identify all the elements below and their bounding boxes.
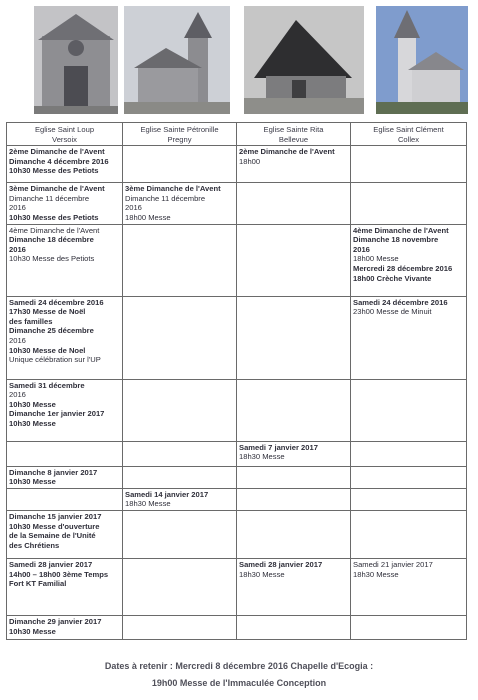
schedule-entry-line: 3ème Dimanche de l'Avent [125, 184, 221, 194]
schedule-cell [123, 296, 237, 379]
schedule-entry-line: 2016 [9, 390, 26, 400]
schedule-entry-line: Samedi 7 janvier 2017 [239, 442, 318, 452]
schedule-entry-line: Dimanche 1er janvier 2017 [9, 409, 105, 419]
schedule-entry-line: 10h30 Messe [9, 626, 56, 636]
schedule-cell [7, 558, 123, 615]
schedule-entry-line: 18h30 Messe [239, 569, 285, 579]
schedule-entry-line: Dimanche 8 janvier 2017 [9, 467, 98, 477]
table-row [7, 488, 467, 510]
schedule-entry-line: des familles [9, 316, 53, 326]
schedule-cell [237, 146, 351, 183]
schedule-cell [237, 510, 351, 558]
schedule-cell [123, 466, 237, 488]
schedule-entry-line: 18h00 [239, 156, 261, 166]
column-header-sainte-rita [237, 123, 351, 146]
schedule-cell [7, 441, 123, 466]
church-location: Collex [397, 134, 420, 144]
schedule-entry-line: 18h00 Crèche Vivante [353, 273, 432, 283]
table-row [7, 146, 467, 183]
schedule-entry-line: Samedi 28 janvier 2017 [9, 559, 93, 569]
schedule-entry-line: Dimanche 4 décembre 2016 [9, 156, 109, 166]
table-row [7, 558, 467, 615]
church-name: Eglise Saint Loup [34, 125, 95, 134]
column-header-saint-clement [351, 123, 467, 146]
table-row [7, 441, 467, 466]
schedule-entry-line: Dimanche 18 décembre [9, 235, 94, 245]
schedule-entry-line: 3ème Dimanche de l'Avent [9, 184, 105, 194]
schedule-cell [123, 183, 237, 224]
schedule-entry-line: 10h30 Messe [9, 477, 56, 487]
schedule-entry-line: Samedi 24 décembre 2016 [9, 297, 104, 307]
church-facade-icon [34, 6, 118, 114]
schedule-cell [7, 510, 123, 558]
schedule-entry-line: 18h30 Messe [239, 452, 285, 462]
church-name: Eglise Saint Clément [373, 125, 444, 134]
schedule-cell [123, 146, 237, 183]
table-row [7, 296, 467, 379]
schedule-entry-line: 2016 [125, 203, 142, 213]
schedule-cell [351, 488, 467, 510]
schedule-cell [7, 615, 123, 639]
schedule-cell [123, 510, 237, 558]
schedule-cell [237, 441, 351, 466]
column-header-sainte-petronille [123, 123, 237, 146]
table-header-row [7, 123, 467, 146]
schedule-cell [123, 615, 237, 639]
church-tower-icon [124, 6, 230, 114]
schedule-entry-line: 14h00 – 18h00 3ème Temps [9, 569, 109, 579]
schedule-cell [351, 466, 467, 488]
schedule-entry-line: 10h30 Messe des Petiots [9, 166, 99, 176]
schedule-cell [237, 466, 351, 488]
schedule-entry-line: des Chrétiens [9, 540, 60, 550]
schedule-cell [237, 488, 351, 510]
schedule-entry-line: Dimanche 15 janvier 2017 [9, 511, 102, 521]
schedule-cell [351, 441, 467, 466]
schedule-entry-line: 18h30 Messe [353, 569, 399, 579]
footer-note-line-2: 19h00 Messe de l'Immaculée Conception [151, 678, 327, 688]
schedule-entry-line: 4ème Dimanche de l'Avent [353, 225, 449, 235]
schedule-entry-line: Dimanche 29 janvier 2017 [9, 616, 102, 626]
schedule-entry-line: Samedi 14 janvier 2017 [125, 489, 209, 499]
schedule-cell [123, 441, 237, 466]
schedule-cell [7, 466, 123, 488]
schedule-cell [7, 183, 123, 224]
schedule-entry-line: Dimanche 18 novembre [353, 235, 439, 245]
schedule-entry-line: 2ème Dimanche de l'Avent [9, 147, 105, 157]
church-location: Pregny [167, 134, 192, 144]
church-name: Eglise Sainte Rita [263, 125, 324, 134]
schedule-entry-line: Fort KT Familial [9, 579, 67, 589]
church-steeple-icon [376, 6, 468, 114]
schedule-entry-line: Samedi 28 janvier 2017 [239, 559, 323, 569]
schedule-entry-line: Dimanche 25 décembre [9, 326, 94, 336]
schedule-cell [7, 379, 123, 441]
schedule-cell [237, 183, 351, 224]
chapel-roof-icon [244, 6, 364, 114]
table-row [7, 510, 467, 558]
church-photos-strip [0, 0, 478, 118]
schedule-entry-line: 4ème Dimanche de l'Avent [9, 225, 100, 235]
church-photo-sainte-petronille [124, 6, 230, 114]
schedule-entry-line: 18h30 Messe [125, 499, 171, 509]
column-header-saint-loup [7, 123, 123, 146]
schedule-body [7, 146, 467, 640]
schedule-cell [237, 296, 351, 379]
schedule-cell [7, 146, 123, 183]
schedule-cell [351, 615, 467, 639]
schedule-entry-line: 2016 [353, 244, 370, 254]
schedule-cell [7, 488, 123, 510]
schedule-entry-line: 10h30 Messe des Petiots [9, 212, 99, 222]
church-location: Versoix [52, 134, 77, 144]
schedule-cell [351, 379, 467, 441]
church-photo-saint-loup [34, 6, 118, 114]
schedule-entry-line: 10h30 Messe [9, 418, 56, 428]
schedule-entry-line: 17h30 Messe de Noël [9, 307, 86, 317]
schedule-entry-line: de la Semaine de l'Unité [9, 531, 96, 541]
schedule-cell [237, 224, 351, 296]
schedule-entry-line: 10h30 Messe de Noel [9, 345, 86, 355]
schedule-cell [123, 224, 237, 296]
schedule-cell [237, 379, 351, 441]
table-row [7, 224, 467, 296]
schedule-cell [237, 615, 351, 639]
schedule-entry-line: 18h00 Messe [353, 254, 399, 264]
schedule-entry-line: 2016 [9, 203, 26, 213]
schedule-cell [351, 558, 467, 615]
schedule-cell [237, 558, 351, 615]
schedule-entry-line: 10h30 Messe d'ouverture [9, 521, 100, 531]
schedule-cell [123, 488, 237, 510]
schedule-entry-line: 10h30 Messe des Petiots [9, 254, 95, 264]
schedule-entry-line: 10h30 Messe [9, 399, 56, 409]
table-row [7, 466, 467, 488]
schedule-entry-line: Dimanche 11 décembre [9, 193, 90, 203]
table-row [7, 379, 467, 441]
table-row [7, 183, 467, 224]
church-photo-sainte-rita [244, 6, 364, 114]
schedule-entry-line: 23h00 Messe de Minuit [353, 307, 432, 317]
church-name: Eglise Sainte Pétronille [140, 125, 219, 134]
schedule-cell [351, 510, 467, 558]
schedule-entry-line: Samedi 24 décembre 2016 [353, 297, 448, 307]
schedule-entry-line: 2ème Dimanche de l'Avent [239, 147, 335, 157]
schedule-entry-line: Dimanche 11 décembre [125, 193, 206, 203]
schedule-entry-line: Samedi 31 décembre [9, 380, 85, 390]
schedule-cell [7, 224, 123, 296]
schedule-entry-line: 18h00 Messe [125, 212, 171, 222]
schedule-entry-line: 2016 [9, 335, 26, 345]
schedule-entry-line: 2016 [9, 244, 26, 254]
mass-schedule-table [6, 122, 467, 640]
schedule-cell [7, 296, 123, 379]
schedule-cell [351, 183, 467, 224]
schedule-cell [123, 558, 237, 615]
schedule-cell [351, 146, 467, 183]
schedule-entry-line: Unique célébration sur l'UP [9, 355, 101, 365]
church-photo-saint-clement [376, 6, 468, 114]
schedule-cell [351, 296, 467, 379]
schedule-cell [123, 379, 237, 441]
schedule-entry-line: Samedi 21 janvier 2017 [353, 559, 433, 569]
schedule-entry-line: Mercredi 28 décembre 2016 [353, 263, 453, 273]
schedule-cell [351, 224, 467, 296]
footer-note-line-1: Dates à retenir : Mercredi 8 décembre 2016 Chapelle d'Ecogia : [104, 661, 374, 671]
table-row [7, 615, 467, 639]
church-location: Bellevue [278, 134, 309, 144]
